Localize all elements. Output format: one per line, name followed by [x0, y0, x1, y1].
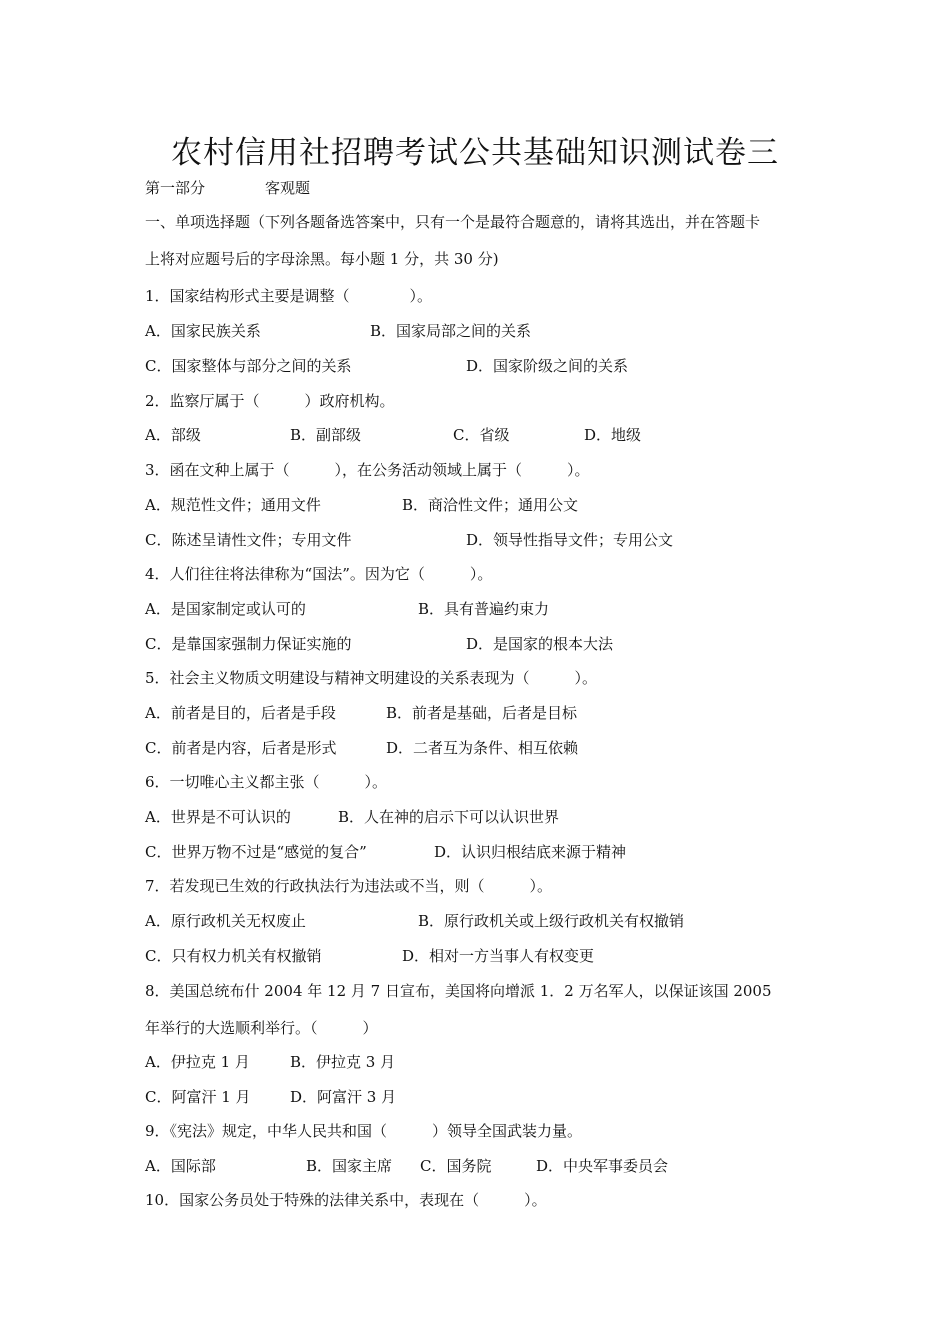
option: A．伊拉克 1 月: [145, 1053, 250, 1071]
option: A．是国家制定或认可的: [145, 600, 306, 618]
option: D．认识归根结底来源于精神: [434, 843, 627, 861]
question-stem: 3．函在文种上属于（ ），在公务活动领域上属于（ ）。: [145, 461, 590, 479]
option: A．国家民族关系: [145, 322, 261, 340]
instruction-line: 一、单项选择题（下列各题备选答案中，只有一个是最符合题意的，请将其选出，并在答题卡: [145, 213, 761, 231]
option: C．省级: [453, 426, 510, 444]
question-stem: 6．一切唯心主义都主张（ ）。: [145, 773, 388, 791]
question-stem: 5．社会主义物质文明建设与精神文明建设的关系表现为（ ）。: [145, 669, 598, 687]
option: C．国家整体与部分之间的关系: [145, 357, 352, 375]
option: D．地级: [584, 426, 642, 444]
instruction-line: 上将对应题号后的字母涂黑。每小题 1 分，共 30 分): [145, 250, 499, 268]
option: B．国家局部之间的关系: [370, 322, 532, 340]
option: B．具有普遍约束力: [418, 600, 550, 618]
option: C．是靠国家强制力保证实施的: [145, 635, 352, 653]
option: C．世界万物不过是“感觉的复合”: [145, 843, 367, 861]
option: A．原行政机关无权废止: [145, 912, 306, 930]
option: B．伊拉克 3 月: [290, 1053, 396, 1071]
option: B．商洽性文件；通用公文: [402, 496, 579, 514]
option: D．领导性指导文件；专用公文: [466, 531, 674, 549]
option: C．陈述呈请性文件；专用文件: [145, 531, 352, 549]
option: A．部级: [145, 426, 201, 444]
option: A．世界是不可认识的: [145, 808, 291, 826]
option: D．国家阶级之间的关系: [466, 357, 629, 375]
question-stem: 9．《宪法》规定，中华人民共和国（ ）领导全国武装力量。: [145, 1122, 583, 1140]
option: A．前者是目的，后者是手段: [145, 704, 336, 722]
question-stem: 10．国家公务员处于特殊的法律关系中，表现在（ ）。: [145, 1191, 547, 1209]
question-stem: 4．人们往往将法律称为“国法”。因为它（ ）。: [145, 565, 493, 583]
question-stem: 2．监察厅属于（ ）政府机构。: [145, 392, 395, 410]
option: C．国务院: [420, 1157, 492, 1175]
option: C．只有权力机关有权撤销: [145, 947, 322, 965]
option: B．国家主席: [306, 1157, 393, 1175]
option: B．副部级: [290, 426, 362, 444]
option: D．中央军事委员会: [536, 1157, 669, 1175]
question-stem: 7．若发现已生效的行政执法行为违法或不当，则（ ）。: [145, 877, 553, 895]
question-stem: 年举行的大选顺利举行。（ ）: [145, 1019, 378, 1037]
option: B．人在神的启示下可以认识世界: [338, 808, 560, 826]
question-stem: 8．美国总统布什 2004 年 12 月 7 日宣布，美国将向增派 1．2 万名军人，以保证该国 2005: [145, 982, 772, 1000]
option: A．国际部: [145, 1157, 216, 1175]
option: D．阿富汗 3 月: [290, 1088, 397, 1106]
option: B．前者是基础，后者是目标: [386, 704, 578, 722]
option: D．相对一方当事人有权变更: [402, 947, 595, 965]
page-title: 农村信用社招聘考试公共基础知识测试卷三: [171, 135, 779, 171]
part-type: 客观题: [265, 179, 311, 197]
option: C．阿富汗 1 月: [145, 1088, 251, 1106]
option: A．规范性文件；通用文件: [145, 496, 321, 514]
option: D．是国家的根本大法: [466, 635, 614, 653]
part-name: 第一部分: [145, 179, 206, 197]
option: D．二者互为条件、相互依赖: [386, 739, 579, 757]
option: B．原行政机关或上级行政机关有权撤销: [418, 912, 685, 930]
question-stem: 1．国家结构形式主要是调整（ ）。: [145, 287, 433, 305]
option: C．前者是内容，后者是形式: [145, 739, 337, 757]
